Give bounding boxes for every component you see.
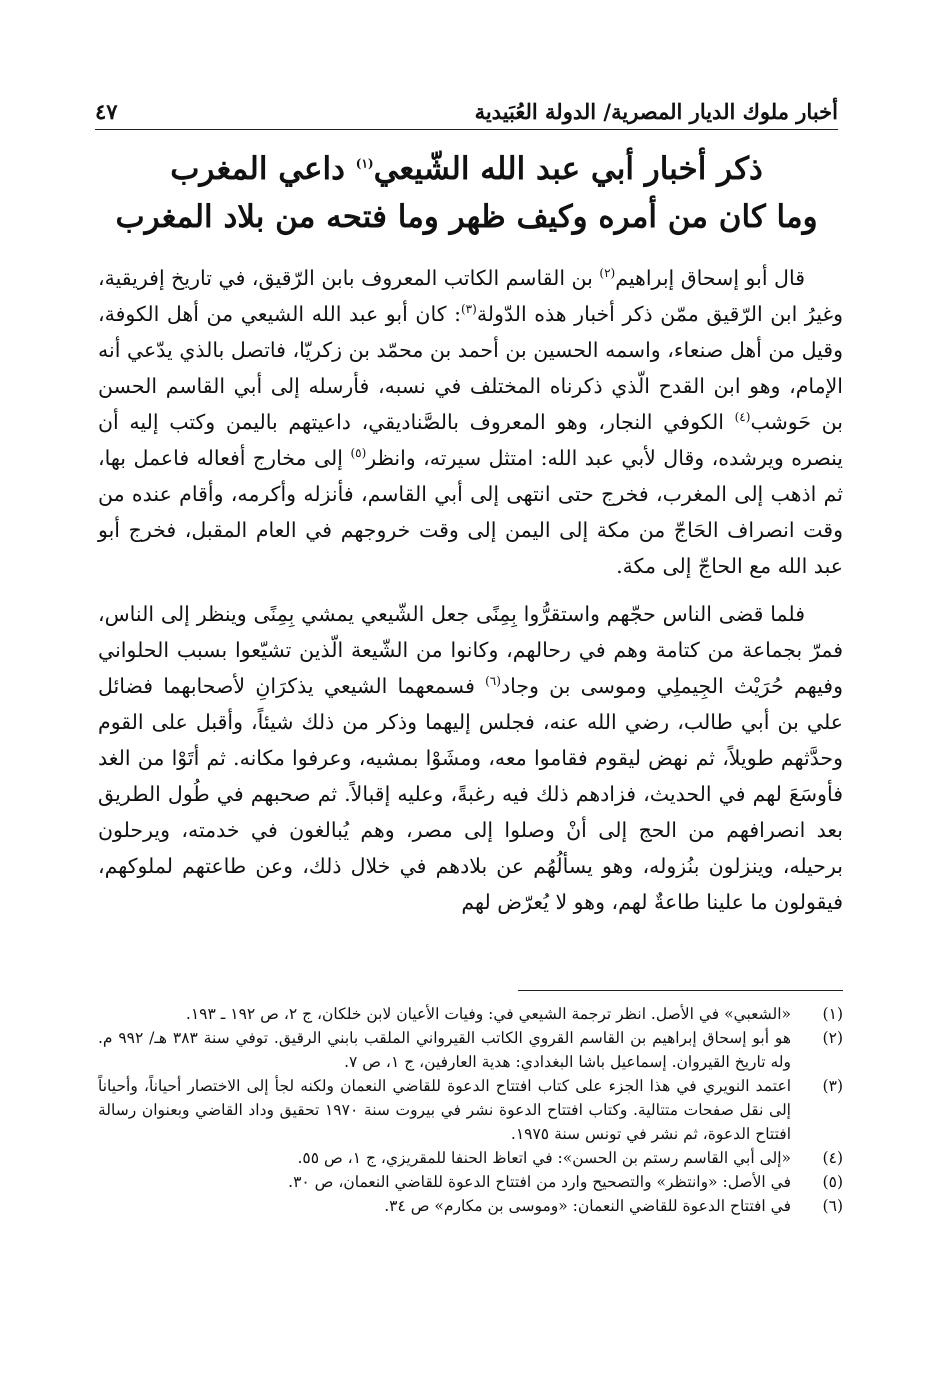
footnote-text: اعتمد النويري في هذا الجزء على كتاب افتتاح الدعوة للقاضي النعمان ولكنه لجأ إلى الاختصار أحياناً، وأحياناً إلى نقل صفحات متتالية. وكتاب افتتاح الدعوة نشر في بيروت سنة ١٩٧٠ تحقيق وداد القاضي وبعنوان رسالة افتتاح الدعوة، ثم نشر في تونس سنة ١٩٧٥. (98, 1077, 791, 1143)
footnote-text: «إلى أبي القاسم رستم بن الحسن»: في اتعاظ الحنفا للمقريزي، ج ١، ص ٥٥. (297, 1149, 791, 1167)
footnote-item (98, 1074, 843, 1146)
footnote-number: (٥) (822, 1173, 843, 1191)
chapter-title-line-1: ذكر أخبار أبي عبد الله الشّيعي$^{(١)}$ داعي المغرب (170, 151, 763, 187)
footnote-number: (٦) (822, 1197, 843, 1215)
footnote-ref[interactable]: (٣) (460, 302, 477, 317)
footnote-item (98, 1026, 843, 1074)
footnote-text: في الأصل: «وانتظر» والتصحيح وارد من افتتاح الدعوة للقاضي النعمان، ص ٣٠. (288, 1173, 791, 1191)
footnote-ref[interactable]: (٦) (485, 674, 501, 689)
chapter-title-line-2: وما كان من أمره وكيف ظهر وما فتحه من بلاد المغرب (115, 199, 818, 235)
footnote-text: هو أبو إسحاق إبراهيم بن القاسم القروي الكاتب القيرواني الملقب بابني الرقيق. توفي سنة ٣٨٣ هـ/ ٩٩٢ م. وله تاريخ القيروان. إسماعيل باشا البغدادي: هدية العارفين، ج ١، ص ٧. (98, 1029, 792, 1071)
footnote-number: (١) (822, 1005, 843, 1023)
running-head (95, 88, 838, 124)
header-rule (95, 129, 838, 130)
footnote-ref[interactable]: (٤) (734, 410, 751, 425)
footnote-item (98, 1170, 843, 1194)
footnote-ref[interactable]: (٢) (599, 266, 616, 281)
footnote-number: (٣) (822, 1077, 843, 1095)
body-text (98, 260, 843, 920)
footnote-ref[interactable]: (١) (355, 156, 374, 171)
paragraph-1: قال أبو إسحاق إبراهيم$^{(٢)}$ بن القاسم الكاتب المعروف بابن الرّقيق، في تاريخ إفريقية، وغيرُ ابن الرّقيق ممّن ذكر أخبار هذه الدّولة$^{(٣)}$: كان أبو عبد الله الشيعي من أهل الكوفة، وقيل من أهل صنعاء، واسمه الحسين بن أحمد بن محمّد بن زكريّا، فاتصل بالذي يدّعي أنه الإمام، وهو ابن القدح الّذي ذكرناه المختلف في نسبه، فأرسله إلى أبي القاسم الحسن بن حَوشب$^{(٤)}$ الكوفي النجار، وهو المعروف بالصَّناديقي، داعيتهم باليمن وكتب إليه أن ينصره ويرشده، وقال لأبي عبد الله: امتثل سيرته، وانظر$^{(٥)}$ إلى مخارج أفعاله فاعمل بها، ثم اذهب إلى المغرب، فخرج حتى انتهى إلى أبي القاسم، فأنزله وأكرمه، وأقام عنده من وقت انصراف الحَاجّ من مكة إلى اليمن إلى وقت خروجهم في العام المقبل، فخرج أبو عبد الله مع الحاجّ إلى مكة. (97, 266, 843, 578)
footnote-item (98, 1002, 843, 1026)
footnote-item (98, 1194, 843, 1218)
footnotes (98, 1002, 843, 1218)
page-number: ٤٧ (95, 99, 118, 124)
footnote-ref[interactable]: (٥) (350, 446, 367, 461)
footnote-item (98, 1146, 843, 1170)
running-title: أخبار ملوك الديار المصرية/ الدولة العُبَيدية (474, 99, 838, 124)
footnote-text: في افتتاح الدعوة للقاضي النعمان: «وموسى بن مكارم» ص ٣٤. (384, 1197, 791, 1215)
footnote-number: (٢) (822, 1029, 843, 1047)
footnote-text: «الشعبي» في الأصل. انظر ترجمة الشيعي في: وفيات الأعيان لابن خلكان، ج ٢، ص ١٩٢ ـ ١٩٣. (185, 1005, 791, 1023)
chapter-title (90, 145, 843, 241)
paragraph-2: فلما قضى الناس حجّهم واستقرُّوا بِمِنًى جعل الشّيعي يمشي بِمِنًى وينظر إلى الناس، فمرّ بجماعة من كتامة وهم في رحالهم، وكانوا من الشّيعة الّذين تشيّعوا بسبب الحلواني وفيهم حُرَيْث الجِيملِي وموسى بن وجاد$^{(٦)}$ فسمعهما الشيعي يذكرَانِ لأصحابهما فضائل علي بن أبي طالب، رضي الله عنه، فجلس إليهما وذكر من ذلك شيئاً، وأقبل على القوم وحدَّثهم طويلاً، ثم نهض ليقوم فقاموا معه، ومشَوْا بمشيه، وعرفوا مكانه. ثم أتَوْا من الغد فأوسَعَ لهم في الحديث، فزادهم ذلك فيه رغبةً، وعليه إقبالاً. ثم صحبهم في طُول الطريق بعد انصرافهم من الحج إلى أنْ وصلوا إلى مصر، وهم يُبالغون في خدمته، ويرحلون برحيله، وينزلون بنُزوله، وهو يسألُهُم عن بلادهم في خلال ذلك، وعن طاعتهم لملوكهم، فيقولون ما علينا طاعةٌ لهم، وهو لا يُعرّض لهم (98, 602, 843, 914)
footnote-number: (٤) (822, 1149, 843, 1167)
footnote-rule (518, 990, 843, 991)
